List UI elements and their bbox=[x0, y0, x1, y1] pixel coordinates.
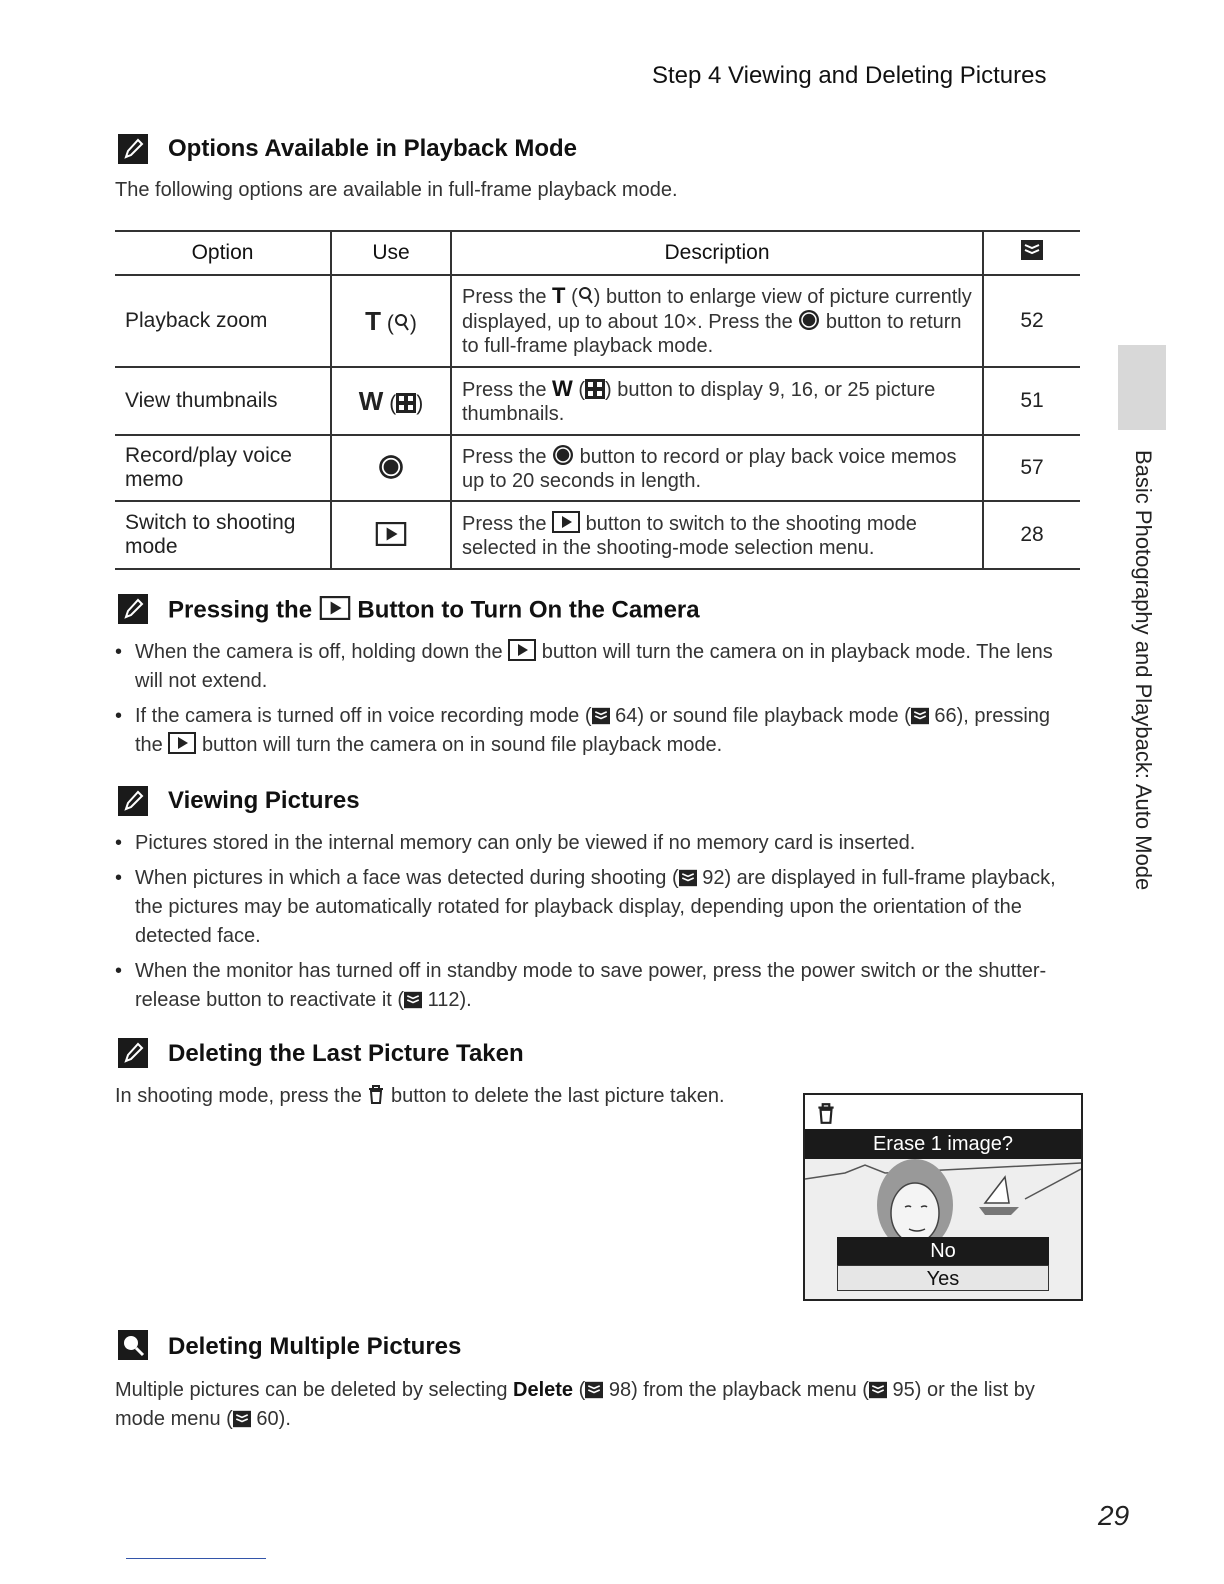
book-reference-icon bbox=[679, 869, 697, 887]
zoom-in-icon: ( ) bbox=[386, 311, 417, 335]
zoom-in-icon: ( ) bbox=[571, 286, 601, 308]
ok-button-icon bbox=[552, 444, 574, 466]
book-reference-icon bbox=[592, 707, 610, 725]
book-reference-icon bbox=[404, 991, 422, 1009]
camera-erase-screen bbox=[803, 1093, 1083, 1301]
option-name: Record/play voice memo bbox=[115, 435, 331, 501]
option-description: Press the button to switch to the shooting mode selected in the shooting-mode selection menu. bbox=[451, 501, 983, 569]
note-pencil-icon bbox=[118, 1038, 148, 1068]
footer-rule bbox=[126, 1558, 266, 1559]
table-row bbox=[115, 367, 1080, 435]
option-name: Playback zoom bbox=[115, 275, 331, 367]
viewing-section-title: Viewing Pictures bbox=[168, 787, 360, 814]
thumbnail-grid-icon: ( ) bbox=[389, 391, 424, 415]
delete-menu-label: Delete bbox=[513, 1379, 574, 1401]
page-ref: 52 bbox=[983, 275, 1080, 367]
book-reference-icon bbox=[1021, 240, 1043, 260]
page-number: 29 bbox=[1098, 1500, 1130, 1531]
note-pencil-icon bbox=[118, 134, 148, 164]
ok-button-icon bbox=[798, 309, 820, 331]
viewing-bullets bbox=[115, 829, 1070, 1021]
use-control bbox=[331, 275, 451, 367]
col-header-use: Use bbox=[331, 231, 451, 275]
deleting-last-text: In shooting mode, press the button to delete the last picture taken. bbox=[115, 1085, 725, 1107]
option-description: Press the button to record or play back voice memos up to 20 seconds in length. bbox=[451, 435, 983, 501]
thumbnail-grid-icon: ( ) bbox=[578, 378, 612, 401]
col-header-page-ref bbox=[983, 231, 1080, 275]
option-name: Switch to shooting mode bbox=[115, 501, 331, 569]
trash-icon bbox=[367, 1083, 385, 1105]
table-row bbox=[115, 501, 1080, 569]
erase-prompt: Erase 1 image? bbox=[805, 1129, 1081, 1159]
note-pencil-icon bbox=[118, 786, 148, 816]
pressing-bullets bbox=[115, 638, 1070, 766]
list-item: • If the camera is turned off in voice recording mode ( 64) or sound file playback mode ( 66), pressing the button will turn the camera on in sound file playback mode. bbox=[115, 702, 1070, 760]
note-pencil-icon bbox=[118, 594, 148, 624]
option-description: Press the T ( ) button to enlarge view of picture currently displayed, up to about 10×. Press the button to return to full-frame playback mode. bbox=[451, 275, 983, 367]
book-reference-icon bbox=[585, 1381, 603, 1399]
list-item: • Pictures stored in the internal memory can only be viewed if no memory card is inserted. bbox=[115, 829, 1070, 858]
ok-button-icon bbox=[378, 454, 404, 480]
pressing-section-title: Pressing the Button to Turn On the Camera bbox=[168, 596, 700, 624]
playback-button-icon bbox=[375, 522, 407, 546]
col-header-description: Description bbox=[451, 231, 983, 275]
playback-button-icon bbox=[552, 511, 580, 533]
table-row bbox=[115, 435, 1080, 501]
option-no: No bbox=[837, 1237, 1049, 1265]
use-control bbox=[331, 367, 451, 435]
playback-button-icon bbox=[319, 596, 351, 620]
tip-magnifier-icon bbox=[118, 1330, 148, 1360]
use-letter: T bbox=[365, 305, 382, 336]
deleting-last-section-title: Deleting the Last Picture Taken bbox=[168, 1040, 524, 1067]
col-header-option: Option bbox=[115, 231, 331, 275]
use-control bbox=[331, 501, 451, 569]
use-letter: W bbox=[358, 385, 384, 416]
sidebar-section-label: Basic Photography and Playback: Auto Mode bbox=[1131, 450, 1156, 891]
list-item: • When pictures in which a face was detected during shooting ( 92) are displayed in full-frame playback, the pictures may be automatically rotated for playback display, depending upon the orientation of the detected face. bbox=[115, 864, 1070, 951]
playback-options-table bbox=[115, 230, 1080, 570]
list-item: • When the monitor has turned off in standby mode to save power, press the power switch or the shutter-release button to reactivate it ( 112). bbox=[115, 957, 1070, 1015]
deleting-multi-text: Multiple pictures can be deleted by selecting Delete ( 98) from the playback menu ( 95) or the list by mode menu ( 60). bbox=[115, 1379, 1035, 1430]
option-yes: Yes bbox=[837, 1265, 1049, 1291]
page-header-title: Step 4 Viewing and Deleting Pictures bbox=[652, 62, 1047, 89]
table-header-row bbox=[115, 231, 1080, 275]
options-intro: The following options are available in full-frame playback mode. bbox=[115, 179, 678, 201]
page-ref: 57 bbox=[983, 435, 1080, 501]
book-reference-icon bbox=[911, 707, 929, 725]
option-name: View thumbnails bbox=[115, 367, 331, 435]
page-ref: 51 bbox=[983, 367, 1080, 435]
book-reference-icon bbox=[869, 1381, 887, 1399]
sidebar-tab-marker bbox=[1118, 345, 1166, 430]
playback-button-icon bbox=[168, 732, 196, 754]
options-section-title: Options Available in Playback Mode bbox=[168, 135, 577, 162]
option-description: Press the W ( ) button to display 9, 16, or 25 picture thumbnails. bbox=[451, 367, 983, 435]
book-reference-icon bbox=[233, 1410, 251, 1428]
trash-icon bbox=[815, 1101, 837, 1125]
deleting-multi-section-title: Deleting Multiple Pictures bbox=[168, 1333, 462, 1360]
use-control bbox=[331, 435, 451, 501]
page-ref: 28 bbox=[983, 501, 1080, 569]
playback-button-icon bbox=[508, 639, 536, 661]
list-item: • When the camera is off, holding down the button will turn the camera on in playback mode. The lens will not extend. bbox=[115, 638, 1070, 696]
table-row bbox=[115, 275, 1080, 367]
